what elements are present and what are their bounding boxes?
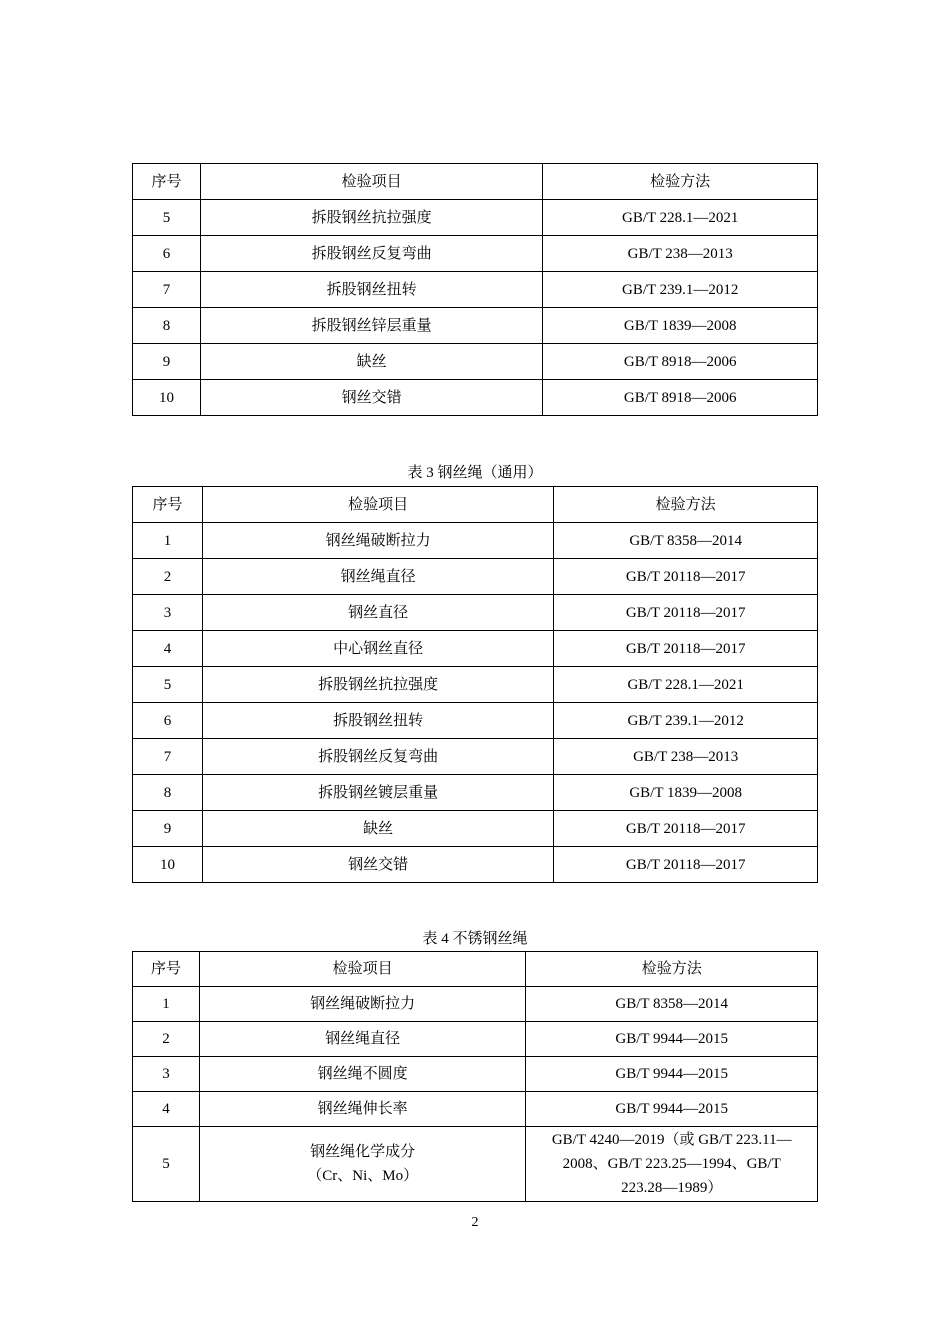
method-line-2: 2008、GB/T 223.25—1994、GB/T bbox=[562, 1156, 781, 1172]
cell-item: 中心钢丝直径 bbox=[202, 631, 553, 667]
cell-seq: 6 bbox=[133, 703, 203, 739]
table-row bbox=[133, 811, 818, 847]
cell-item: 缺丝 bbox=[200, 344, 542, 380]
cell-seq: 4 bbox=[133, 631, 203, 667]
wire-rope-general-table bbox=[132, 486, 818, 883]
method-line-3: 223.28—1989） bbox=[621, 1180, 723, 1196]
cell-seq: 7 bbox=[133, 739, 203, 775]
cell-method: GB/T 8358—2014 bbox=[554, 523, 818, 559]
cell-seq: 5 bbox=[133, 1127, 200, 1202]
table-row bbox=[133, 703, 818, 739]
cell-item: 钢丝绳破断拉力 bbox=[199, 987, 526, 1022]
cell-item: 拆股钢丝锌层重量 bbox=[200, 308, 542, 344]
table4-caption: 表 4 不锈钢丝绳 bbox=[422, 931, 528, 947]
cell-item: 拆股钢丝扭转 bbox=[200, 272, 542, 308]
cell-method: GB/T 228.1—2021 bbox=[554, 667, 818, 703]
table-row bbox=[133, 200, 818, 236]
header-seq: 序号 bbox=[133, 952, 200, 987]
table-row bbox=[133, 1022, 818, 1057]
cell-seq: 2 bbox=[133, 559, 203, 595]
cell-method: GB/T 20118—2017 bbox=[554, 595, 818, 631]
table-header-row bbox=[133, 952, 818, 987]
cell-seq: 6 bbox=[133, 236, 201, 272]
header-method: 检验方法 bbox=[543, 164, 818, 200]
table-row bbox=[133, 523, 818, 559]
table-row bbox=[133, 380, 818, 416]
header-item: 检验项目 bbox=[202, 487, 553, 523]
cell-method: GB/T 1839—2008 bbox=[543, 308, 818, 344]
cell-item: 拆股钢丝扭转 bbox=[202, 703, 553, 739]
cell-item: 钢丝绳直径 bbox=[199, 1022, 526, 1057]
table-row bbox=[133, 667, 818, 703]
cell-method: GB/T 20118—2017 bbox=[554, 811, 818, 847]
cell-item: 拆股钢丝反复弯曲 bbox=[202, 739, 553, 775]
cell-method: GB/T 8918—2006 bbox=[543, 344, 818, 380]
cell-item: 拆股钢丝镀层重量 bbox=[202, 775, 553, 811]
cell-method: GB/T 20118—2017 bbox=[554, 631, 818, 667]
cell-method: GB/T 239.1—2012 bbox=[554, 703, 818, 739]
cell-seq: 3 bbox=[133, 595, 203, 631]
cell-method: GB/T 8918—2006 bbox=[543, 380, 818, 416]
table-row bbox=[133, 344, 818, 380]
cell-method: GB/T 238—2013 bbox=[543, 236, 818, 272]
table-row bbox=[133, 595, 818, 631]
cell-seq: 7 bbox=[133, 272, 201, 308]
cell-seq: 10 bbox=[133, 847, 203, 883]
inspection-table-continued bbox=[132, 163, 818, 416]
cell-method: GB/T 20118—2017 bbox=[554, 559, 818, 595]
cell-seq: 9 bbox=[133, 344, 201, 380]
cell-seq: 8 bbox=[133, 775, 203, 811]
method-line-1: GB/T 4240—2019（或 GB/T 223.11— bbox=[551, 1132, 792, 1148]
header-method: 检验方法 bbox=[526, 952, 818, 987]
cell-item: 钢丝绳直径 bbox=[202, 559, 553, 595]
cell-item bbox=[199, 1127, 526, 1202]
table-row bbox=[133, 236, 818, 272]
cell-seq: 5 bbox=[133, 667, 203, 703]
cell-item: 钢丝绳破断拉力 bbox=[202, 523, 553, 559]
cell-seq: 10 bbox=[133, 380, 201, 416]
cell-seq: 3 bbox=[133, 1057, 200, 1092]
cell-method: GB/T 239.1—2012 bbox=[543, 272, 818, 308]
cell-item: 钢丝绳不圆度 bbox=[199, 1057, 526, 1092]
cell-item: 缺丝 bbox=[202, 811, 553, 847]
cell-method: GB/T 9944—2015 bbox=[526, 1057, 818, 1092]
cell-seq: 5 bbox=[133, 200, 201, 236]
table-row bbox=[133, 1092, 818, 1127]
table-row bbox=[133, 1057, 818, 1092]
table-row bbox=[133, 739, 818, 775]
cell-item: 拆股钢丝抗拉强度 bbox=[202, 667, 553, 703]
table-row bbox=[133, 308, 818, 344]
cell-method: GB/T 1839—2008 bbox=[554, 775, 818, 811]
table-row bbox=[133, 559, 818, 595]
header-item: 检验项目 bbox=[199, 952, 526, 987]
item-name-line: 钢丝绳化学成分 bbox=[310, 1144, 416, 1160]
table-row bbox=[133, 987, 818, 1022]
cell-seq: 1 bbox=[133, 987, 200, 1022]
table-row bbox=[133, 631, 818, 667]
cell-method: GB/T 228.1—2021 bbox=[543, 200, 818, 236]
cell-seq: 4 bbox=[133, 1092, 200, 1127]
cell-seq: 1 bbox=[133, 523, 203, 559]
table3-caption: 表 3 钢丝绳（通用） bbox=[407, 465, 543, 481]
header-seq: 序号 bbox=[133, 487, 203, 523]
header-seq: 序号 bbox=[133, 164, 201, 200]
cell-item: 钢丝直径 bbox=[202, 595, 553, 631]
cell-seq: 2 bbox=[133, 1022, 200, 1057]
header-item: 检验项目 bbox=[200, 164, 542, 200]
stainless-wire-rope-table bbox=[132, 951, 818, 1202]
cell-item: 钢丝交错 bbox=[200, 380, 542, 416]
cell-method: GB/T 9944—2015 bbox=[526, 1022, 818, 1057]
cell-method: GB/T 9944—2015 bbox=[526, 1092, 818, 1127]
table-row bbox=[133, 775, 818, 811]
cell-item: 拆股钢丝反复弯曲 bbox=[200, 236, 542, 272]
cell-method: GB/T 238—2013 bbox=[554, 739, 818, 775]
cell-item: 钢丝绳伸长率 bbox=[199, 1092, 526, 1127]
table-header-row bbox=[133, 487, 818, 523]
item-elements-line: （Cr、Ni、Mo） bbox=[307, 1168, 419, 1184]
table-header-row bbox=[133, 164, 818, 200]
cell-seq: 9 bbox=[133, 811, 203, 847]
cell-method: GB/T 20118—2017 bbox=[554, 847, 818, 883]
header-method: 检验方法 bbox=[554, 487, 818, 523]
cell-item: 拆股钢丝抗拉强度 bbox=[200, 200, 542, 236]
table-row bbox=[133, 847, 818, 883]
table-row bbox=[133, 1127, 818, 1202]
cell-method bbox=[526, 1127, 818, 1202]
cell-seq: 8 bbox=[133, 308, 201, 344]
page-number: 2 bbox=[471, 1215, 479, 1230]
table-row bbox=[133, 272, 818, 308]
cell-item: 钢丝交错 bbox=[202, 847, 553, 883]
cell-method: GB/T 8358—2014 bbox=[526, 987, 818, 1022]
